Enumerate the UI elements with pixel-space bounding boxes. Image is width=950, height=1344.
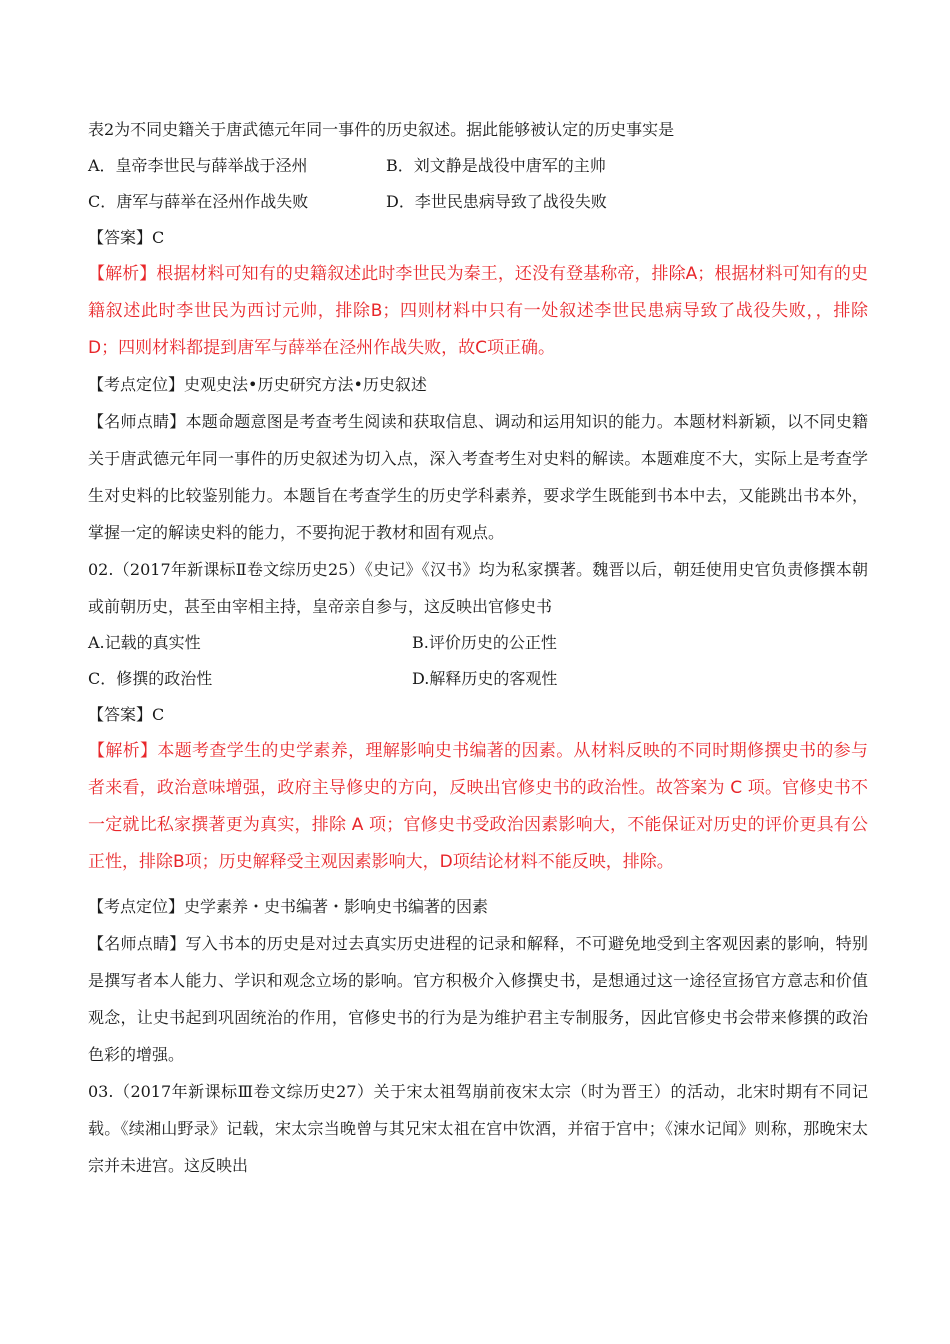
q2-stem: 02.（2017年新课标Ⅱ卷文综历史25）《史记》《汉书》均为私家撰著。魏晋以后，朝廷使用史官负责修撰本朝或前朝历史，甚至由宰相主持，皇帝亲自参与，这反映出官修史书 — [88, 560, 868, 616]
q1-answer: 【答案】C — [88, 228, 165, 247]
q1-option-c: C．唐军与薛举在泾州作战失败 — [88, 192, 309, 211]
q2-option-a: A.记载的真实性 — [88, 633, 201, 652]
q1-analysis: 【解析】根据材料可知有的史籍叙述此时李世民为秦王，还没有登基称帝，排除A；根据材料可知有的史籍叙述此时李世民为西讨元帅，排除B；四则材料中只有一处叙述李世民患病导致了战役失败，，排除D；四则材料都提到唐军与薛举在泾州作战失败，故C项正确。 — [88, 264, 868, 358]
q1-stem: 表2为不同史籍关于唐武德元年同一事件的历史叙述。据此能够被认定的历史事实是 — [88, 120, 675, 139]
q3-stem: 03.（2017年新课标Ⅲ卷文综历史27）关于宋太祖驾崩前夜宋太宗（时为晋王）的活动，北宋时期有不同记载。《续湘山野录》记载，宋太宗当晚曾与其兄宋太祖在宫中饮酒，并宿于宫中；《涑水记闻》则称，那晚宋太宗并未进宫。这反映出 — [88, 1082, 868, 1175]
q2-option-c: C．修撰的政治性 — [88, 669, 213, 688]
q2-option-d: D.解释历史的客观性 — [412, 669, 558, 688]
q1-options-cd — [88, 184, 868, 220]
q2-kaodian: 【考点定位】史学素养・史书编著・影响史书编著的因素 — [88, 897, 489, 916]
q1-option-a: A．皇帝李世民与薛举战于泾州 — [88, 156, 308, 175]
document-page — [88, 112, 868, 1184]
q2-answer: 【答案】C — [88, 705, 165, 724]
q1-option-b: B．刘文静是战役中唐军的主帅 — [386, 156, 606, 175]
q2-options-cd — [88, 661, 868, 697]
q2-analysis: 【解析】本题考查学生的史学素养，理解影响史书编著的因素。从材料反映的不同时期修撰史书的参与者来看，政治意味增强，政府主导修史的方向，反映出官修史书的政治性。故答案为 C 项。官修史书不一定就比私家撰著更为真实，排除 A 项；官修史书受政治因素影响大，不能保证对历史的评价更具有公正性，排除B项；历史解释受主观因素影响大，D项结论材料不能反映，排除。 — [88, 741, 868, 872]
q1-options-ab — [88, 148, 868, 184]
q1-option-d: D．李世民患病导致了战役失败 — [386, 192, 607, 211]
q1-mingshi: 【名师点睛】本题命题意图是考查考生阅读和获取信息、调动和运用知识的能力。本题材料新颖，以不同史籍关于唐武德元年同一事件的历史叙述为切入点，深入考查考生对史料的解读。本题难度不大，实际上是考查学生对史料的比较鉴别能力。本题旨在考查学生的历史学科素养，要求学生既能到书本中去，又能跳出书本外，掌握一定的解读史料的能力，不要拘泥于教材和固有观点。 — [88, 412, 868, 542]
q1-kaodian: 【考点定位】史观史法•历史研究方法•历史叙述 — [88, 375, 427, 394]
q2-options-ab — [88, 625, 868, 661]
q2-mingshi: 【名师点睛】写入书本的历史是对过去真实历史进程的记录和解释，不可避免地受到主客观因素的影响，特别是撰写者本人能力、学识和观念立场的影响。官方积极介入修撰史书，是想通过这一途径宣扬官方意志和价值观念，让史书起到巩固统治的作用，官修史书的行为是为维护君主专制服务，因此官修史书会带来修撰的政治色彩的增强。 — [88, 934, 868, 1064]
q2-option-b: B.评价历史的公正性 — [412, 633, 557, 652]
